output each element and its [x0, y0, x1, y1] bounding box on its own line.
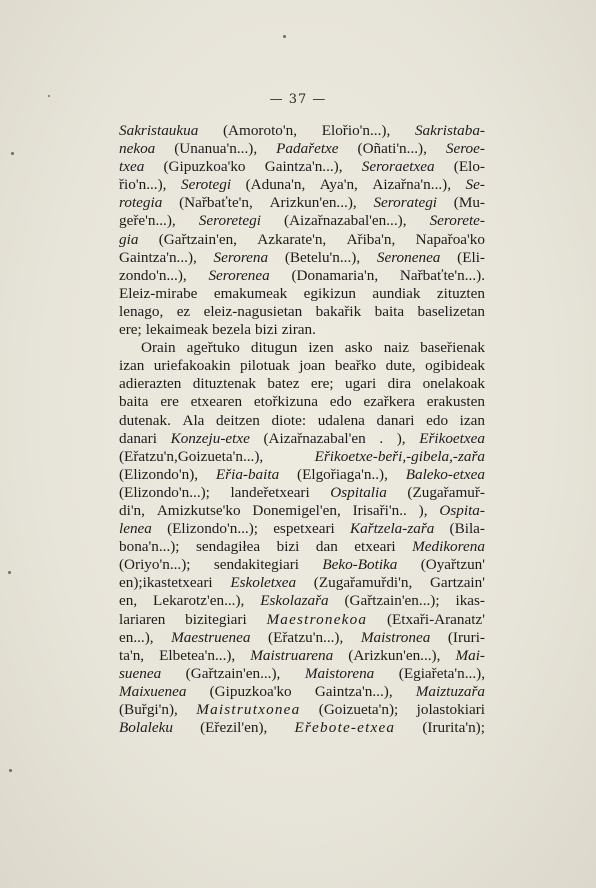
- word: Nařbaťte'n...).: [399, 266, 485, 284]
- word: asko: [344, 339, 373, 357]
- word: lariaren: [119, 610, 166, 628]
- italic-term: Eskolazařa: [260, 592, 329, 610]
- text-line: [119, 267, 485, 285]
- word: ez: [176, 302, 191, 320]
- page-number: — 37 —: [269, 92, 327, 107]
- text-line: [119, 520, 485, 538]
- word: (Oyařtzun': [420, 556, 485, 574]
- word: (Zugařamuřdi'n,: [313, 574, 413, 592]
- word: (Eli-: [457, 248, 485, 266]
- text-line: [119, 484, 485, 502]
- italic-term: Eřikoetxe-beři,-gibela,-zařa: [314, 447, 485, 465]
- word: beařko: [334, 357, 377, 375]
- word: izan: [119, 357, 145, 375]
- italic-term: rotegia: [119, 194, 163, 212]
- word: Donemigel'en,: [252, 501, 341, 519]
- text-line: [119, 212, 485, 230]
- text-line: [119, 574, 485, 592]
- word: Eleiz-mirabe: [119, 284, 198, 302]
- word: (Buřgi'n),: [119, 701, 178, 718]
- text-line: [119, 339, 485, 357]
- word: Arizkun'en...),: [269, 194, 357, 212]
- text-line: [119, 140, 485, 158]
- word: en,: [119, 592, 138, 610]
- italic-term: Se-: [465, 176, 485, 194]
- italic-term: Maixuenea: [119, 682, 187, 700]
- word: (Eřatzu'n,Goizueta'n...),: [119, 447, 264, 465]
- word: emakumeak: [213, 284, 288, 302]
- italic-term: Ospitalia: [330, 483, 387, 501]
- word: baseřienak: [420, 339, 485, 357]
- word: (Iruri-: [447, 628, 485, 646]
- text-line: [119, 231, 485, 249]
- margin-speck: [283, 35, 286, 38]
- word: diote:: [271, 411, 307, 429]
- word: deitzen: [216, 411, 260, 429]
- text-line: [119, 502, 485, 520]
- word: etxeari: [354, 538, 396, 556]
- word: edo: [329, 393, 352, 411]
- word: edo: [426, 411, 449, 429]
- italic-term: Sakristaba-: [414, 122, 485, 139]
- word: (Gařtzain'en...),: [185, 664, 281, 682]
- word: ere;: [310, 375, 334, 393]
- italic-term: Bolaleku: [119, 719, 173, 737]
- word: etořkizuna: [253, 393, 318, 411]
- word: lekaimeak: [145, 321, 209, 339]
- word: ogibideak: [425, 357, 485, 375]
- word: baita: [374, 302, 405, 320]
- word: ditugun: [250, 339, 298, 357]
- word: naiz: [383, 339, 409, 357]
- italic-term: nekoa: [119, 140, 156, 158]
- word: jolastokiari: [416, 701, 485, 718]
- word: dituztenak: [192, 375, 257, 393]
- italic-term: Seroretegi: [198, 212, 261, 230]
- word: danari: [376, 411, 415, 429]
- word: (Elizondo'n...);: [119, 483, 210, 501]
- word: dutenak.: [119, 411, 171, 429]
- word: (Unanua'n...),: [174, 140, 258, 158]
- word: (Irurita'n);: [422, 719, 485, 737]
- italic-term: Ospita-: [439, 501, 485, 519]
- word: (Oriyo'n...);: [119, 556, 191, 574]
- word: ugari: [344, 375, 377, 393]
- text-line: [119, 719, 485, 737]
- word: (Donamaria'n,: [291, 266, 379, 284]
- word: zondo'n...),: [119, 266, 187, 284]
- italic-term: Seronenea: [376, 248, 441, 266]
- text-line: [119, 375, 485, 393]
- italic-term: Maistruarena: [250, 646, 334, 664]
- word: danari: [119, 429, 157, 447]
- text-line: [119, 430, 485, 448]
- word: (Nařbaťte'n,: [179, 194, 253, 212]
- word: landeřetxeari: [230, 483, 310, 501]
- italic-term: Maiztuzařa: [415, 682, 485, 700]
- word: Aizařna'n...),: [372, 176, 452, 194]
- margin-speck: [9, 769, 12, 772]
- word: eleiz-nagusietan: [203, 302, 303, 320]
- word: ezařkera: [363, 393, 415, 411]
- word: bakařik: [315, 302, 362, 320]
- italic-term: Serorena: [213, 248, 269, 266]
- word: ),: [396, 429, 406, 447]
- word: (Bila-: [449, 520, 485, 538]
- word: (Eřatzu'n...),: [268, 628, 344, 646]
- text-line: [119, 122, 485, 140]
- word: izen: [308, 339, 334, 357]
- italic-term: Eřebote-etxea: [294, 719, 396, 737]
- word: uriefakoakin: [153, 357, 231, 375]
- italic-term: Kařtzela-zařa: [349, 520, 435, 538]
- word: aundiak: [372, 284, 421, 302]
- text-line: [119, 321, 485, 339]
- word: bizi: [254, 321, 278, 339]
- word: baselizetan: [417, 302, 485, 320]
- word: (Mu-: [453, 194, 485, 212]
- word: sendakitegiari: [213, 556, 299, 574]
- italic-term: Konzeju-etxe: [170, 429, 250, 447]
- word: etxearen: [190, 393, 243, 411]
- text-line: [119, 611, 485, 629]
- word: (Etxaři-Aranatz': [386, 610, 485, 628]
- margin-speck: [11, 152, 14, 155]
- italic-term: gia: [119, 230, 139, 248]
- italic-term: Eskoletxea: [230, 574, 297, 592]
- word: (Zugařamuř-: [407, 483, 485, 501]
- word: (Elgořiaga'n..),: [297, 465, 388, 483]
- text-line: [119, 647, 485, 665]
- italic-term: Seroe-: [445, 140, 485, 158]
- word: (Elizondo'n),: [119, 465, 199, 483]
- italic-term: Seroraetxea: [361, 158, 435, 176]
- text-line: [119, 629, 485, 647]
- italic-term: Serorete-: [429, 212, 485, 230]
- italic-term: Eřia-baita: [215, 465, 280, 483]
- word: Gaintza'n...),: [119, 248, 197, 266]
- word: ere;: [119, 321, 142, 339]
- word: Gartzain': [429, 574, 485, 592]
- text-line: [119, 701, 485, 719]
- word: Gaintza'n...),: [264, 158, 343, 176]
- word: joan: [299, 357, 326, 375]
- italic-term: Serorenea: [208, 266, 270, 284]
- word: lenago,: [119, 302, 164, 320]
- word: en...),: [119, 628, 154, 646]
- word: Napařoa'ko: [415, 230, 485, 248]
- word: egikizun: [303, 284, 356, 302]
- word: zituzten: [436, 284, 485, 302]
- text-line: [119, 556, 485, 574]
- word: ere: [160, 393, 179, 411]
- word: (Oñati'n...),: [357, 140, 427, 158]
- italic-term: Serotegi: [180, 176, 232, 194]
- word: Elbetea'n...),: [159, 646, 236, 664]
- word: bezela: [212, 321, 251, 339]
- word: Amizkutse'ko: [156, 501, 241, 519]
- word: Aya'n,: [319, 176, 358, 194]
- word: sendagiłea: [196, 538, 261, 556]
- word: (Arizkun'en...),: [348, 646, 441, 664]
- text-line: [119, 303, 485, 321]
- word: bizi: [276, 538, 300, 556]
- word: pilotuak: [239, 357, 290, 375]
- word: ageřtuko: [186, 339, 240, 357]
- text-line: [119, 665, 485, 683]
- italic-term: Serorategi: [373, 194, 438, 212]
- word: (Egiařeta'n...),: [398, 664, 485, 682]
- italic-term: txea: [119, 158, 145, 176]
- text-line: [119, 683, 485, 701]
- italic-term: Maestruenea: [171, 628, 251, 646]
- word: onelakoak: [422, 375, 485, 393]
- text-line: [119, 466, 485, 484]
- word: Ala: [182, 411, 205, 429]
- word: (Aduna'n,: [245, 176, 306, 194]
- word: (Gařtzain'en,: [158, 230, 237, 248]
- italic-term: Beko-Botika: [322, 556, 398, 574]
- word: Gaintza'n...),: [314, 682, 393, 700]
- word: bizitegiari: [185, 610, 247, 628]
- text-line: [119, 285, 485, 303]
- word: ta'n,: [119, 646, 145, 664]
- word: (Eřezil'en),: [200, 719, 268, 737]
- text-line: [119, 538, 485, 556]
- italic-term: Maestronekoa: [266, 610, 368, 628]
- word: dira: [387, 375, 412, 393]
- italic-term: Padařetxe: [276, 140, 339, 158]
- margin-speck: [8, 571, 11, 574]
- italic-term: Maistrutxonea: [196, 701, 301, 718]
- text-line: [119, 158, 485, 176]
- italic-term: lenea: [119, 520, 152, 538]
- text-line: [119, 448, 485, 466]
- text-line: [119, 176, 485, 194]
- word: di'n,: [119, 501, 145, 519]
- text-line: [119, 357, 485, 375]
- italic-term: Maistronea: [360, 628, 431, 646]
- italic-term: Medikorena: [412, 538, 485, 556]
- italic-term: Sakristaukua: [119, 122, 199, 139]
- word: (Gařtzain'en...);: [344, 592, 440, 610]
- word: batez: [267, 375, 300, 393]
- word: dan: [315, 538, 338, 556]
- body-text: [119, 122, 485, 737]
- word: (Gipuzkoa'ko: [163, 158, 246, 176]
- word: .: [379, 429, 384, 447]
- word: Lekarotz'en...),: [153, 592, 245, 610]
- text-line: [119, 194, 485, 212]
- italic-term: Maistorena: [304, 664, 375, 682]
- text-line: [119, 592, 485, 610]
- italic-term: Eřikoetxea: [419, 429, 485, 447]
- word: baita: [119, 393, 149, 411]
- word: ziran.: [281, 321, 316, 339]
- word: Orain: [141, 339, 176, 357]
- text-line: [119, 393, 485, 411]
- word: ikas-: [455, 592, 485, 610]
- text-line: [119, 412, 485, 430]
- text-line: [119, 249, 485, 267]
- word: (Gipuzkoa'ko: [209, 682, 292, 700]
- word: (Amoroto'n,: [223, 122, 298, 139]
- word: (Elizondo'n...);: [167, 520, 258, 538]
- italic-term: Mai-: [455, 646, 485, 664]
- word: izan: [459, 411, 485, 429]
- word: dute,: [385, 357, 416, 375]
- word: Azkarate'n,: [257, 230, 327, 248]
- word: udalena: [317, 411, 365, 429]
- word: geře'n...),: [119, 212, 176, 230]
- word: Ařiba'n,: [346, 230, 396, 248]
- word: (Aizařnazabal'en: [263, 429, 366, 447]
- word: (Goizueta'n);: [318, 701, 399, 718]
- word: en);ikastetxeari: [119, 574, 213, 592]
- word: (Aizařnazabal'en...),: [284, 212, 407, 230]
- word: (Betelu'n...),: [284, 248, 361, 266]
- italic-term: suenea: [119, 664, 162, 682]
- word: (Elo-: [453, 158, 485, 176]
- italic-term: Baleko-etxea: [405, 465, 485, 483]
- word: espetxeari: [273, 520, 335, 538]
- word: ),: [418, 501, 428, 519]
- word: adierazten: [119, 375, 182, 393]
- word: řio'n...),: [119, 176, 167, 194]
- word: Irisaři'n..: [352, 501, 407, 519]
- word: erakusten: [426, 393, 485, 411]
- word: Elořio'n...),: [321, 122, 391, 139]
- word: bona'n...);: [119, 538, 180, 556]
